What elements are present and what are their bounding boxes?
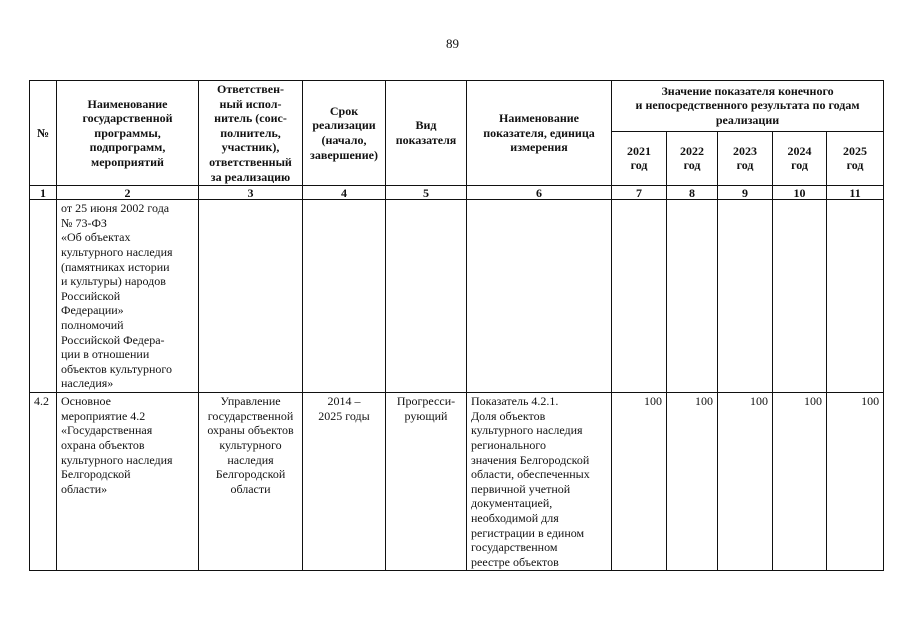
- row-value: 100: [827, 393, 884, 571]
- row-period: 2014 – 2025 годы: [303, 393, 386, 571]
- row-program-name: Основное мероприятие 4.2 «Государственная охрана объектов культурного наследия Белгородской области»: [57, 393, 199, 571]
- row-value: [718, 200, 773, 393]
- header-values-group: Значение показателя конечного и непосредственного результата по годам реализации: [612, 81, 884, 132]
- row-executor: [199, 200, 303, 393]
- header-year: 2025 год: [827, 131, 884, 186]
- header-number: №: [30, 81, 57, 186]
- column-number: 3: [199, 186, 303, 200]
- column-number: 4: [303, 186, 386, 200]
- table-row: [30, 200, 884, 393]
- header-year: 2024 год: [773, 131, 827, 186]
- row-program-name: от 25 июня 2002 года № 73-ФЗ «Об объектах культурного наследия (памятниках истории и культуры) народов Российской Федерации» полномочий Российской Федера- ции в отношении объектов культурного наследия»: [57, 200, 199, 393]
- header-indicator-name: Наименование показателя, единица измерения: [467, 81, 612, 186]
- column-number: 7: [612, 186, 667, 200]
- row-value: 100: [773, 393, 827, 571]
- row-indicator-type: [386, 200, 467, 393]
- row-value: [667, 200, 718, 393]
- row-value: 100: [718, 393, 773, 571]
- header-year: 2021 год: [612, 131, 667, 186]
- column-number: 9: [718, 186, 773, 200]
- row-number: [30, 200, 57, 393]
- header-period: Срок реализации (начало, завершение): [303, 81, 386, 186]
- column-number: 2: [57, 186, 199, 200]
- header-executor: Ответствен- ный испол- нитель (соис- полнитель, участник), ответственный за реализацию: [199, 81, 303, 186]
- row-number: 4.2: [30, 393, 57, 571]
- header-program-name: Наименование государственной программы, подпрограмм, мероприятий: [57, 81, 199, 186]
- page-number: 89: [446, 36, 459, 51]
- row-value: 100: [667, 393, 718, 571]
- header-year: 2022 год: [667, 131, 718, 186]
- row-value: [827, 200, 884, 393]
- row-indicator-type: Прогресси- рующий: [386, 393, 467, 571]
- column-number: 5: [386, 186, 467, 200]
- row-period: [303, 200, 386, 393]
- column-number: 8: [667, 186, 718, 200]
- column-number: 1: [30, 186, 57, 200]
- row-value: [612, 200, 667, 393]
- row-indicator-name: Показатель 4.2.1. Доля объектов культурного наследия регионального значения Белгородской области, обеспеченных первичной учетной документацией, необходимой для регистрации в едином государственном реестре объектов: [467, 393, 612, 571]
- program-indicators-table: [29, 80, 884, 571]
- table-row: [30, 393, 884, 571]
- column-number: 6: [467, 186, 612, 200]
- header-indicator-type: Вид показателя: [386, 81, 467, 186]
- row-value: [773, 200, 827, 393]
- row-executor: Управление государственной охраны объектов культурного наследия Белгородской области: [199, 393, 303, 571]
- header-year: 2023 год: [718, 131, 773, 186]
- column-number: 11: [827, 186, 884, 200]
- column-number: 10: [773, 186, 827, 200]
- row-indicator-name: [467, 200, 612, 393]
- row-value: 100: [612, 393, 667, 571]
